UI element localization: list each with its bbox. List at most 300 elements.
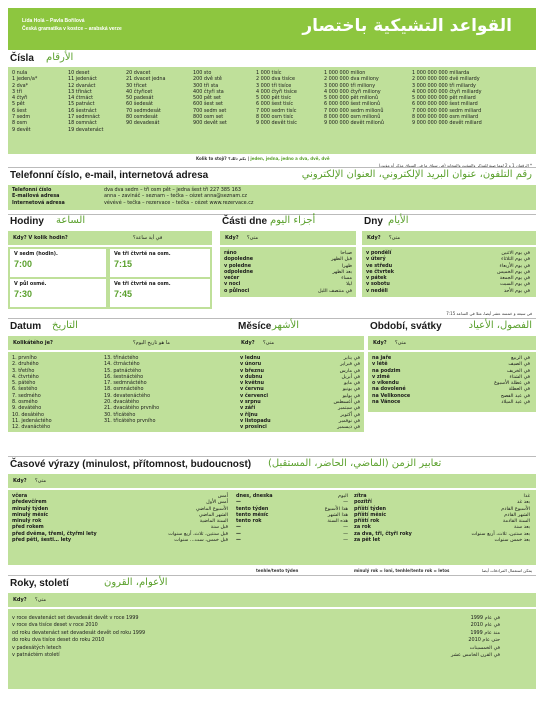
numbers-question: Kolik to stojí? بكم ذلك؟ | jeden, jedna, jedno a dva, dvě, dvě <box>196 156 330 161</box>
future-expr-ar: بعد سنة <box>513 524 530 531</box>
present-expr-cz: — <box>236 499 241 506</box>
present-expr-ar: هذا الشهر <box>327 511 348 518</box>
month-ar: في أكتوبر <box>340 411 360 418</box>
season-cz: v létě <box>372 361 388 368</box>
dates-col-1 <box>12 355 52 431</box>
dates-title-ar: التاريخ <box>52 320 78 331</box>
future-expr-cz: za dva, tři, čtyři roky <box>354 530 412 537</box>
contacts-title-cz: Telefonní číslo, e-mail, internetová adresa <box>10 170 209 181</box>
day-part-cz: ráno <box>224 250 237 256</box>
years-question: Kdy? <box>13 597 27 603</box>
time-expressions-section <box>8 458 536 578</box>
number-item: 7 sedm <box>12 114 31 121</box>
day-cz: ve čtvrtek <box>366 268 394 275</box>
seasons-title <box>368 320 536 334</box>
season-ar: في الخريف <box>506 367 530 374</box>
day-part-ar: ليلا <box>346 281 352 288</box>
past-expr-ar: الشهر الماضي <box>198 511 228 518</box>
months-question-ar: متى؟ <box>263 340 275 346</box>
contact-value: dva dva sedm – tři osm pět – jedna šest tři 227 385 163 <box>104 187 242 193</box>
date-item: 15. patnáctého <box>104 367 142 374</box>
authors: Lída Holá – Pavla Bořilová <box>22 18 85 24</box>
number-item: 7 000 000 000 sedm miliard <box>412 107 482 114</box>
numbers-col-10-19 <box>68 70 103 133</box>
past-expr-ar: الأسبوع الماضي <box>195 505 228 512</box>
month-ar: في مايو <box>344 380 360 387</box>
year-expr-ar: في القرن الخامس عشر <box>450 652 500 659</box>
past-expr-ar: قبل سنتين، ثلاث، أربع سنوات <box>168 530 228 537</box>
number-item: 19 devatenáct <box>68 126 104 133</box>
years-cz <box>12 615 145 659</box>
month-cz: v říjnu <box>240 411 258 418</box>
number-item: 800 osm set <box>193 114 224 121</box>
day-part-ar: في منتصف الليل <box>317 287 352 294</box>
season-cz: o víkendu <box>372 380 399 387</box>
years-ar <box>451 615 500 659</box>
number-item: 1 000 000 000 miliarda <box>412 70 470 76</box>
season-cz: na dovolené <box>372 386 406 393</box>
seasons-title-ar: الفصول، الأعياد <box>468 320 532 331</box>
year-expr-cz: do roku dva tisíce deset do roku 2010 <box>12 637 105 644</box>
seasons-question-ar: متى؟ <box>395 340 407 346</box>
year-expr-cz: od roku devatenáct set devadesát devět od roku 1999 <box>12 629 146 636</box>
number-item: 50 padesát <box>126 95 154 102</box>
month-ar: في يناير <box>343 355 360 361</box>
dates-title-cz: Datum <box>10 321 42 332</box>
day-parts-cz <box>224 250 253 294</box>
day-part-ar: صباحا <box>340 250 352 256</box>
month-ar: في فبراير <box>340 361 360 368</box>
years-question-ar: متى؟ <box>35 597 47 603</box>
number-item: 6 000 šest tisíc <box>256 101 294 108</box>
day-cz: v pátek <box>366 275 387 282</box>
number-item: 3 000 000 tři miliony <box>324 82 376 89</box>
past-expr-cz: minulý rok <box>12 518 42 525</box>
date-item: 12. dvanáctého <box>12 424 51 431</box>
divider <box>8 456 536 457</box>
hours-question: Kdy? V kolik hodin? <box>13 235 68 241</box>
numbers-title-ar: الأرقام <box>46 52 74 63</box>
arabic-title: القواعد التشيكية باختصار <box>302 16 512 36</box>
number-item: 90 devadesát <box>126 120 160 127</box>
day-part-ar: قبل الظهر <box>331 256 352 263</box>
months-title <box>236 320 364 334</box>
number-item: 9 000 000 devět milionů <box>324 120 384 127</box>
date-item: 16. šestnáctého <box>104 373 144 380</box>
date-item: 11. jedenáctého <box>12 417 52 424</box>
month-cz: v červenci <box>240 392 269 399</box>
number-item: 100 sto <box>193 70 212 76</box>
days-title <box>362 215 536 229</box>
season-cz: na jaře <box>372 355 392 361</box>
number-item: 40 čtyřicet <box>126 88 153 95</box>
hours-time-2: 7:15 <box>114 259 133 269</box>
book-title: Česká gramatika v kostce – arabská verze <box>22 25 122 32</box>
day-parts-title-ar: أجزاء اليوم <box>270 215 316 226</box>
date-item: 3. třetího <box>12 367 35 374</box>
header-banner <box>8 8 536 50</box>
number-item: 10 deset <box>68 70 90 76</box>
number-item: 9 000 devět tisíc <box>256 120 297 127</box>
number-item: 0 nula <box>12 70 28 76</box>
year-expr-cz: v roce devatenáct set devadesát devět v roce 1999 <box>12 615 139 621</box>
present-expr-ar: — <box>343 499 348 506</box>
year-expr-cz: v roce dva tisíce deset v roce 2010 <box>12 622 98 629</box>
number-item: 3 000 tři tisíce <box>256 82 292 89</box>
numbers-section <box>8 52 536 168</box>
date-item: 21. dvacátého prvního <box>104 405 160 412</box>
date-item: 31. třicátého prvního <box>104 417 156 424</box>
year-expr-cz: v padesátých letech <box>12 644 62 651</box>
days-title-cz: Dny <box>364 216 383 227</box>
number-item: 11 jedenáct <box>68 76 97 83</box>
years-title-cz: Roky, století <box>10 578 69 589</box>
months-question: Kdy? <box>241 340 255 346</box>
past-expr-cz: minulý týden <box>12 505 49 512</box>
date-item: 14. čtrnáctého <box>104 361 140 368</box>
seasons-ar <box>494 355 530 405</box>
seasons-question: Kdy? <box>373 340 387 346</box>
day-ar: في يوم الاثنين <box>501 250 530 256</box>
day-part-ar: مساء <box>341 275 352 282</box>
year-expr-ar: في الخمسينات <box>469 644 500 651</box>
number-item: 700 sedm set <box>193 107 227 114</box>
dates-section <box>8 320 244 460</box>
number-item: 18 osmnáct <box>68 120 97 127</box>
month-cz: v červnu <box>240 386 264 393</box>
day-ar: في يوم الثلاثاء <box>501 256 530 263</box>
number-item: 5 pět <box>12 101 25 108</box>
number-item: 70 sedmdesát <box>126 107 161 114</box>
number-item: 600 šest set <box>193 101 223 108</box>
time-expr-question: Kdy? <box>13 478 27 484</box>
year-expr-ar: في عام 2010 <box>470 622 500 629</box>
time-expr-q-bar <box>8 474 536 488</box>
season-cz: v zimě <box>372 373 390 380</box>
month-cz: v dubnu <box>240 373 263 380</box>
present-expr-cz: tento měsíc <box>236 511 269 518</box>
hours-time-4: 7:45 <box>114 289 133 299</box>
month-ar: في ديسمبر <box>337 424 360 431</box>
number-item: 200 dvě stě <box>193 76 222 83</box>
date-item: 4. čtvrtého <box>12 373 39 380</box>
number-item: 20 dvacet <box>126 70 151 76</box>
day-cz: v pondělí <box>366 250 392 256</box>
future-expr-ar: الشهر القادم <box>504 511 530 518</box>
years-title-ar: الأعوام، القرون <box>104 577 168 588</box>
number-item: 6 000 000 šest milionů <box>324 101 381 108</box>
dates-col-2 <box>104 355 159 424</box>
day-parts-question-ar: متى؟ <box>247 235 259 241</box>
season-ar: في عيد الفصح <box>500 392 530 399</box>
present-expr-ar: — <box>343 537 348 544</box>
contact-label: E-mailová adresa <box>12 193 60 200</box>
past-expr-cz: před rokem <box>12 524 44 531</box>
future-expr-cz: příští měsíc <box>354 511 387 518</box>
month-cz: v prosinci <box>240 424 267 431</box>
date-item: 9. devátého <box>12 405 42 412</box>
year-expr-ar: في عام 1999 <box>470 615 500 621</box>
dates-title <box>8 320 244 334</box>
day-part-cz: odpoledne <box>224 268 254 275</box>
year-expr-ar: منذ عام 1999 <box>470 629 500 636</box>
day-ar: في يوم الجمعة <box>499 275 530 282</box>
month-cz: v září <box>240 405 256 412</box>
present-cz <box>236 493 273 543</box>
numbers-col-thousands <box>256 70 297 127</box>
season-ar: في الصيف <box>508 361 530 368</box>
day-parts-section <box>220 215 360 315</box>
number-item: 1 jeden/a* <box>12 76 38 83</box>
years-section <box>8 577 536 699</box>
day-parts-question: Kdy? <box>225 235 239 241</box>
months-title-ar: الأشهر <box>272 320 299 331</box>
month-cz: v srpnu <box>240 399 261 406</box>
future-expr-ar: غدا <box>523 493 530 499</box>
number-item: 13 třináct <box>68 88 92 95</box>
future-ar <box>428 493 530 543</box>
time-expr-note: minulý rok = loni, tenhle/tento rok = letos <box>354 568 450 573</box>
number-item: 5 000 000 pět milionů <box>324 95 379 102</box>
time-expr-note-ar: يمكن استعمال المرادفات أيضا <box>481 568 532 573</box>
number-item: 80 osmdesát <box>126 114 158 121</box>
contacts-values <box>104 187 253 206</box>
date-item: 13. třináctého <box>104 355 139 361</box>
future-expr-cz: zítra <box>354 493 367 499</box>
future-expr-cz: pozítří <box>354 499 372 506</box>
present-expr-ar: هذا الأسبوع <box>324 505 348 512</box>
past-expr-ar: أمس <box>217 493 228 499</box>
past-expr-cz: předevčírem <box>12 499 47 506</box>
month-ar: في أغسطس <box>333 399 360 406</box>
months-cz <box>240 355 271 431</box>
past-expr-cz: před pěti, šesti… lety <box>12 537 72 544</box>
time-expressions-title-ar: تعابير الزمن (الماضي، الحاضر، المستقبل) <box>268 458 442 469</box>
days-note: في سبعة و خمسة عشر أيضا، مثلا في الساعة 7:15 <box>446 311 532 316</box>
season-ar: في العطلة <box>508 386 530 393</box>
month-ar: في يونيو <box>342 386 360 393</box>
number-item: 7 000 sedm tisíc <box>256 107 297 114</box>
present-ar <box>298 493 348 543</box>
number-item: 4 000 000 čtyři miliony <box>324 88 381 95</box>
numbers-title <box>8 52 536 66</box>
past-expr-cz: včera <box>12 493 28 499</box>
number-item: 300 tři sta <box>193 82 219 89</box>
date-item: 18. osmnáctého <box>104 386 144 393</box>
day-part-cz: v poledne <box>224 262 252 269</box>
month-ar: في مارس <box>339 367 360 374</box>
date-item: 7. sedmého <box>12 392 41 399</box>
number-item: 60 šedesát <box>126 101 153 108</box>
days-question: Kdy? <box>367 235 381 241</box>
seasons-title-cz: Období, svátky <box>370 321 442 332</box>
days-question-ar: متى؟ <box>389 235 401 241</box>
present-expr-ar: اليوم <box>338 493 348 499</box>
season-cz: na Vánoce <box>372 399 401 406</box>
number-item: 9 000 000 000 devět miliard <box>412 120 482 127</box>
dates-question: Kolikátého je? <box>13 340 53 346</box>
past-expr-cz: minulý měsíc <box>12 511 49 518</box>
season-ar: في الشتاء <box>509 373 530 380</box>
present-expr-ar: — <box>343 524 348 531</box>
day-ar: في يوم السبت <box>500 281 530 288</box>
season-cz: na podzim <box>372 367 401 374</box>
time-expressions-title <box>8 458 536 472</box>
date-item: 10. desátého <box>12 411 45 418</box>
contacts-bg <box>8 185 536 210</box>
future-expr-cz: za pět let <box>354 537 381 544</box>
number-item: 7 000 000 sedm milionů <box>324 107 384 114</box>
day-cz: v neděli <box>366 287 388 294</box>
day-cz: ve středu <box>366 262 393 269</box>
number-item: 3 000 000 000 tři miliardy <box>412 82 476 89</box>
future-expr-ar: بعد خمس سنوات <box>494 537 530 544</box>
contacts-labels <box>12 187 65 206</box>
number-item: 2 dva* <box>12 82 29 89</box>
numbers-col-tens <box>126 70 166 127</box>
contact-value: vévévé – tečka – rezervace – tečka – cézet www.rezervace.cz <box>104 199 254 206</box>
future-expr-ar: بعد سنتين، ثلاث، أربع سنوات <box>471 530 530 537</box>
future-expr-cz: příští týden <box>354 505 387 512</box>
number-item: 500 pět set <box>193 95 221 102</box>
date-item: 5. pátého <box>12 380 36 387</box>
day-part-cz: o půlnoci <box>224 287 250 294</box>
season-cz: na Velikonoce <box>372 392 411 399</box>
future-expr-ar: السنة القادمة <box>502 518 530 525</box>
days-title-ar: الأيام <box>388 215 409 226</box>
year-expr-cz: v patnáctém století <box>12 652 60 659</box>
present-expr-ar: هذه السنة <box>327 518 348 525</box>
present-expr-cz: — <box>236 530 241 537</box>
numbers-col-hundreds <box>193 70 227 127</box>
month-cz: v březnu <box>240 367 264 374</box>
number-item: 4 000 čtyři tisíce <box>256 88 297 95</box>
month-ar: في يوليو <box>342 392 360 399</box>
number-item: 17 sedmnáct <box>68 114 100 121</box>
day-part-ar: بعد الظهر <box>332 268 352 275</box>
number-item: 30 třicet <box>126 82 147 89</box>
months-q-bar <box>236 336 364 350</box>
present-expr-cz: tento týden <box>236 505 269 512</box>
day-parts-title <box>220 215 360 229</box>
month-cz: v lednu <box>240 355 261 361</box>
number-item: 3 tři <box>12 88 22 95</box>
number-item: 6 000 000 000 šest miliard <box>412 101 478 108</box>
hours-title-ar: الساعة <box>56 215 86 226</box>
date-item: 8. osmého <box>12 399 38 406</box>
day-part-cz: večer <box>224 275 240 282</box>
years-title <box>8 577 536 591</box>
hours-question-ar: في أية ساعة؟ <box>133 235 163 241</box>
number-item: 5 000 pět tisíc <box>256 95 292 102</box>
divider <box>8 167 536 168</box>
number-item: 4 čtyři <box>12 95 28 102</box>
present-expr-ar: — <box>343 530 348 537</box>
number-item: 1 000 000 milion <box>324 70 366 76</box>
day-parts-ar <box>318 250 352 294</box>
month-ar: في نوفمبر <box>338 417 360 424</box>
day-part-cz: dopoledne <box>224 256 254 263</box>
days-ar <box>497 250 530 294</box>
number-item: 5 000 000 000 pět miliard <box>412 95 476 102</box>
date-item: 20. dvacátého <box>104 399 140 406</box>
number-item: 8 000 osm tisíc <box>256 114 294 121</box>
day-ar: في يوم الأحد <box>503 287 530 294</box>
season-ar: في الربيع <box>511 355 530 361</box>
years-q-bar <box>8 593 536 607</box>
months-title-cz: Měsíce <box>238 321 272 332</box>
month-cz: v únoru <box>240 361 262 368</box>
hours-label-2: Ve tři čtvrtě na osm. <box>114 251 171 257</box>
days-section <box>362 215 536 315</box>
past-expr-ar: قبل سنة <box>210 524 228 531</box>
time-expr-question-ar: متى؟ <box>35 478 47 484</box>
number-item: 21 dvacet jedna <box>126 76 166 83</box>
seasons-section <box>368 320 536 460</box>
past-ar <box>128 493 228 543</box>
date-item: 19. devatenáctého <box>104 392 151 399</box>
header-meta <box>22 18 122 33</box>
present-expr-cz: — <box>236 537 241 544</box>
months-section <box>236 320 364 460</box>
month-cz: v listopadu <box>240 417 271 424</box>
dates-question-ar: ما هو تاريخ اليوم؟ <box>133 340 170 346</box>
season-ar: في عيد الميلاد <box>501 399 530 406</box>
numbers-col-billions <box>412 70 482 127</box>
days-cz <box>366 250 394 294</box>
number-item: 400 čtyři sta <box>193 88 224 95</box>
number-item: 15 patnáct <box>68 101 95 108</box>
time-expr-note-present: tenhle/tento týden <box>256 568 299 573</box>
present-expr-cz: tento rok <box>236 518 262 525</box>
hours-label-1: V sedm (hodin). <box>14 251 58 257</box>
number-item: 16 šestnáct <box>68 107 97 114</box>
numbers-title-cz: Čísla <box>10 53 34 64</box>
day-ar: في يوم الأربعاء <box>499 262 530 269</box>
number-item: 8 000 000 osm milionů <box>324 114 381 121</box>
date-item: 2. druhého <box>12 361 39 368</box>
hours-label-3: V půl osmé. <box>14 281 47 287</box>
number-item: 9 devět <box>12 126 31 133</box>
contacts-section <box>8 169 536 213</box>
year-expr-ar: حتى عام 2010 <box>468 637 500 644</box>
hours-title <box>8 215 218 229</box>
number-item: 4 000 000 000 čtyři miliardy <box>412 88 482 95</box>
hours-time-3: 7:30 <box>14 289 33 299</box>
contacts-title <box>8 169 536 183</box>
numbers-col-0-9 <box>12 70 37 133</box>
months-ar <box>334 355 361 431</box>
future-expr-ar: بعد غد <box>517 499 530 506</box>
hours-label-4: Ve tři čtvrtě na osm. <box>114 281 171 287</box>
number-item: 2 000 dva tisíce <box>256 76 295 83</box>
past-expr-cz: před dvěma, třemi, čtyřmi lety <box>12 530 97 537</box>
day-part-cz: v noci <box>224 281 241 288</box>
hours-section <box>8 215 218 315</box>
time-expressions-title-cz: Časové výrazy (minulost, přítomnost, budoucnost) <box>10 459 252 470</box>
future-cz <box>354 493 412 543</box>
number-item: 900 devět set <box>193 120 227 127</box>
date-item: 30. třicátého <box>104 411 136 418</box>
contact-value: anna – zavináč – seznam – tečka – cézet anna@seznam.cz <box>104 193 247 200</box>
future-expr-ar: الأسبوع القادم <box>501 505 530 512</box>
past-expr-ar: قبل خمس، ست… سنوات <box>174 537 228 544</box>
contact-label: Internetová adresa <box>12 199 65 206</box>
day-part-ar: ظهرا <box>341 262 352 269</box>
hours-time-1: 7:00 <box>14 259 33 269</box>
past-cz <box>12 493 97 543</box>
numbers-col-millions <box>324 70 384 127</box>
